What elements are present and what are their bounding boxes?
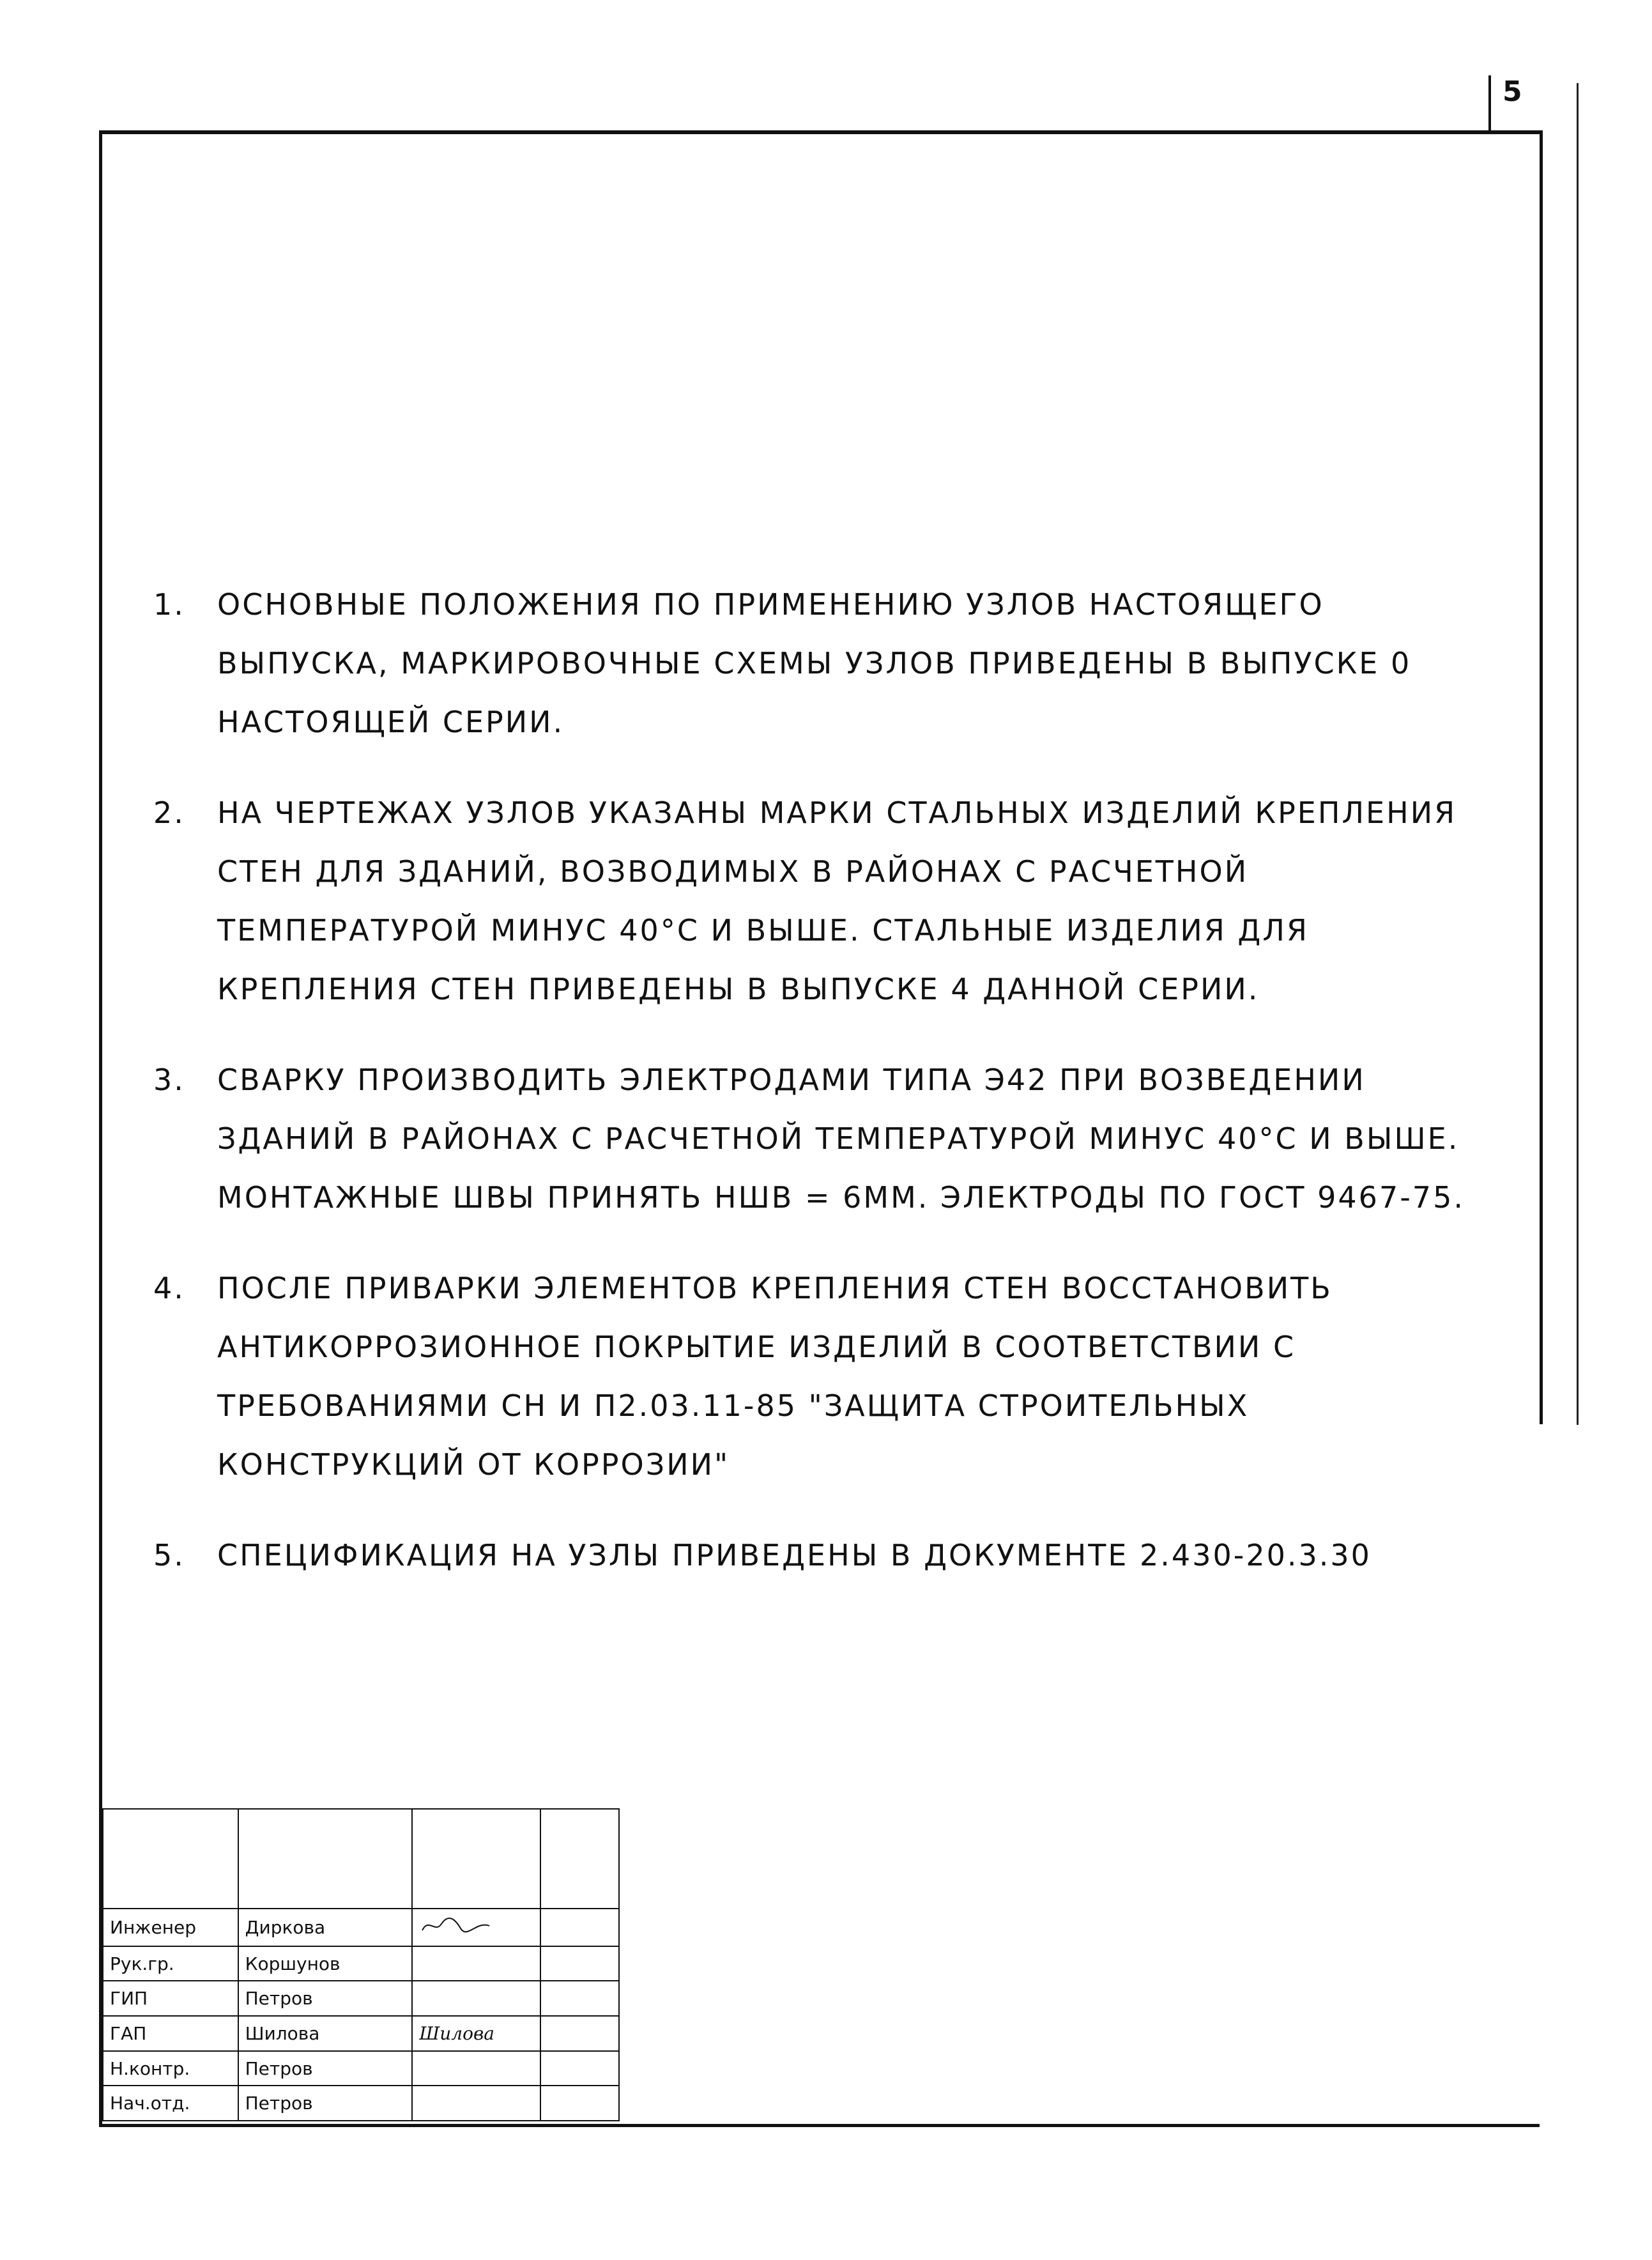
note-item: [153, 1259, 1495, 1494]
note-text: ОСНОВНЫЕ ПОЛОЖЕНИЯ ПО ПРИМЕНЕНИЮ УЗЛОВ НАСТОЯЩЕГО ВЫПУСКА, МАРКИРОВОЧНЫЕ СХЕМЫ УЗЛОВ ПРИВЕДЕНЫ В ВЫПУСКЕ 0 НАСТОЯЩЕЙ СЕРИИ.: [217, 587, 1412, 739]
stamp-signature: [412, 2086, 540, 2121]
stamp-signature: [412, 2051, 540, 2086]
note-number: 2.: [153, 796, 185, 830]
note-text: СВАРКУ ПРОИЗВОДИТЬ ЭЛЕКТРОДАМИ ТИПА Э42 ПРИ ВОЗВЕДЕНИИ ЗДАНИЙ В РАЙОНАХ С РАСЧЕТНОЙ ТЕМПЕРАТУРОЙ МИНУС 40°С И ВЫШЕ. МОНТАЖНЫЕ ШВЫ ПРИНЯТЬ HШВ = 6ММ. ЭЛЕКТРОДЫ ПО ГОСТ 9467-75.: [217, 1063, 1465, 1215]
stamp-header-row: [103, 1809, 619, 1909]
stamp-signature: [412, 1909, 540, 1946]
note-item: [153, 1050, 1495, 1227]
note-number: 3.: [153, 1063, 185, 1097]
stamp-row: [103, 1946, 619, 1981]
stamp-signature: [412, 1946, 540, 1981]
stamp-name: Коршунов: [238, 1946, 413, 1981]
general-notes: [153, 575, 1495, 1617]
stamp-signature: Шилова: [412, 2016, 540, 2051]
stamp-role: ГАП: [103, 2016, 238, 2051]
stamp-name: Петров: [238, 1981, 413, 2016]
stamp-row: [103, 2086, 619, 2121]
note-number: 1.: [153, 587, 185, 622]
stamp-role: Н.контр.: [103, 2051, 238, 2086]
stamp-row: [103, 2051, 619, 2086]
stamp-name: Петров: [238, 2051, 413, 2086]
note-number: 4.: [153, 1271, 185, 1305]
note-item: [153, 575, 1495, 751]
stamp-name: Шилова: [238, 2016, 413, 2051]
note-item: [153, 783, 1495, 1019]
stamp-row: [103, 1981, 619, 2016]
stamp-signature: [412, 1981, 540, 2016]
signature-mark: [419, 1914, 496, 1936]
stamp-role: Рук.гр.: [103, 1946, 238, 1981]
stamp-row: [103, 1909, 619, 1946]
note-text: НА ЧЕРТЕЖАХ УЗЛОВ УКАЗАНЫ МАРКИ СТАЛЬНЫХ ИЗДЕЛИЙ КРЕПЛЕНИЯ СТЕН ДЛЯ ЗДАНИЙ, ВОЗВОДИМЫХ В РАЙОНАХ С РАСЧЕТНОЙ ТЕМПЕРАТУРОЙ МИНУС 40°С И ВЫШЕ. СТАЛЬНЫЕ ИЗДЕЛИЯ ДЛЯ КРЕПЛЕНИЯ СТЕН ПРИВЕДЕНЫ В ВЫПУСКЕ 4 ДАННОЙ СЕРИИ.: [217, 796, 1457, 1006]
note-text: ПОСЛЕ ПРИВАРКИ ЭЛЕМЕНТОВ КРЕПЛЕНИЯ СТЕН ВОССТАНОВИТЬ АНТИКОРРОЗИОННОЕ ПОКРЫТИЕ ИЗДЕЛИЙ В СООТВЕТСТВИИ С ТРЕБОВАНИЯМИ СН И П2.03.11-85 "ЗАЩИТА СТРОИТЕЛЬНЫХ КОНСТРУКЦИЙ ОТ КОРРОЗИИ": [217, 1271, 1333, 1482]
stamp-role: Нач.отд.: [103, 2086, 238, 2121]
page-number-divider: [1488, 75, 1491, 133]
stamp-row: [103, 2016, 619, 2051]
binding-margin-line: [1577, 83, 1579, 1425]
stamp-name: Диркова: [238, 1909, 413, 1946]
note-item: [153, 1526, 1495, 1585]
stamp-role: Инженер: [103, 1909, 238, 1946]
note-text: СПЕЦИФИКАЦИЯ НА УЗЛЫ ПРИВЕДЕНЫ В ДОКУМЕНТЕ 2.430-20.3.30: [217, 1538, 1372, 1572]
stamp-role: ГИП: [103, 1981, 238, 2016]
stamp-name: Петров: [238, 2086, 413, 2121]
title-block-stamp: [102, 1808, 620, 2121]
page-number: 5: [1503, 75, 1522, 108]
frame-right-border: [1540, 130, 1543, 1424]
note-number: 5.: [153, 1538, 185, 1572]
